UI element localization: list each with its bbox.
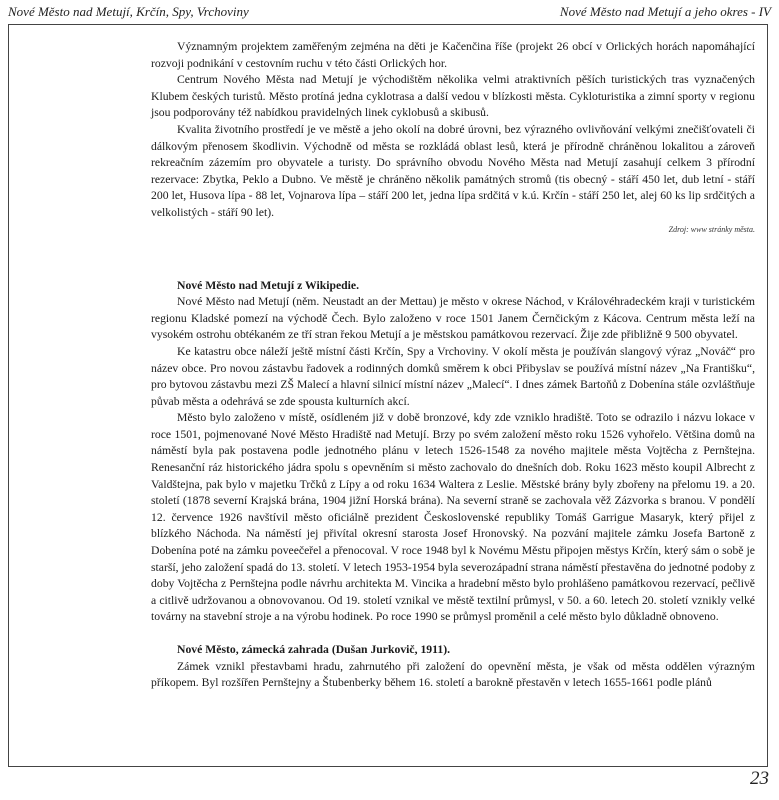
page-frame [8,24,768,767]
wikipedia-paragraph-2: Ke katastru obce náleží ještě místní části Krčín, Spy a Vrchoviny. V okolí města je používán slangový výraz „Nováč“ pro název obce. Pro novou zástavbu řadovek a rodinných domků směrem k obci Přibyslav se používá místní název „Na Františku“, pro bytovou zástavbu mezi ZŠ Malecí a hlavní silnicí místní název „Malecí“. I dnes zámek Bartoňů z Dobenína stále ozvláštňuje půvab města a odehrává se zde spousta kulturních akcí. [151,344,755,408]
page-content [151,39,755,692]
section-spacer [151,236,755,278]
garden-paragraph-1: Zámek vznikl přestavbami hradu, zahrnutého při založení do opevnění města, je však od města oddělen výrazným příkopem. Byl rozšířen Pernštejny a Štubenberky během 16. století a barokně přestavěn v letech 1655-1661 podle plánů [151,659,755,690]
wikipedia-section-title: Nové Město nad Metují z Wikipedie. [177,278,360,292]
wikipedia-paragraph-1: Nové Město nad Metují (něm. Neustadt an der Mettau) je město v okrese Náchod, v Královéhradeckém kraji v turistickém regionu Kladské pomezí na východě Čech. Bylo založeno v roce 1501 Janem Černčickým z Kácova. Centrum města leží na vysokém ostrohu obtékaném ze tří stran řekou Metují a je městskou památkovou rezervací. Žije zde přibližně 9 500 obyvatel. [151,295,755,342]
header-right-title: Nové Město nad Metují a jeho okres - IV [559,4,771,19]
source-note: Zdroj: www stránky města. [668,224,755,234]
section-spacer [151,626,755,642]
header-left-title: Nové Město nad Metují, Krčín, Spy, Vrchoviny [8,4,249,19]
garden-section-title: Nové Město, zámecká zahrada (Dušan Jurkovič, 1911). [177,643,451,656]
page-number: 23 [750,768,769,789]
wikipedia-paragraph-3: Město bylo založeno v místě, osídleném již v době bronzové, kdy zde vzniklo hradiště. Toto se odrazilo i názvu lokace v roce 1501, pojmenované Nové Město Hradiště nad Metují. Brzy po svém založení město roku 1526 vyhořelo. Většina domů na náměstí byla pak postavena podle jednotného plánu v letech 1526-1548 za nového majitele města Vojtěcha z Pernštejna. Renesanční ráz historického jádra spolu s opevněním si město zachovalo do dnešních dob. Roku 1623 město koupil Albrecht z Valdštejna, pak bylo v majetku Trčků z Lípy a od roku 1634 Waltera z Leslie. Městské brány byly zbořeny na přelomu 19. a 20. století (1878 severní Krajská brána, 1904 jižní Horská brána). Na severní straně se zachovala věž Zázvorka s branou. V pondělí 12. července 1926 navštívil město oficiálně prezident Československé republiky Tomáš Garrigue Masaryk, který přijel z blízkého Náchoda. Na náměstí jej přivítal okresní starosta Josef Hronovský. Na pozvání majitele zámku Josefa Bartoně z Dobenína poté na zámku poveečeřel a přenocoval. V roce 1948 byl k Novému Městu připojen městys Krčín, který sám o sobě je starší, jeho založení spadá do 13. století. V letech 1953-1954 byla severozápadní strana náměstí přestavěna do jednotné podoby z doby Vojtěcha z Pernštejna podle návrhu architekta M. Vincika a hradební město bylo prohlášeno památkovou rezervací, pečlivě a citlivě udržovanou a obnovovanou. Od 19. století vznikal ve městě textilní průmysl, v 50. a 60. letech 20. století vznikly velké továrny na stavební stroje a na výrobu hodinek. Po roce 1990 se průmysl proměnil a celé město bylo důkladně obnoveno. [151,411,755,624]
intro-paragraph-1: Významným projektem zaměřeným zejména na děti je Kačenčina říše (projekt 26 obcí v Orlických horách napomáhající rozvoji podnikání v cestovním ruchu v této části Orlických hor. [151,40,755,70]
intro-paragraph-3: Kvalita životního prostředí je ve městě a jeho okolí na dobré úrovni, bez výrazného ovlivňování velkými znečišťovateli či dálkovým přenosem škodlivin. Východně od města se rozkládá oblast lesů, která je přírodně chráněnou lokalitou a zároveň rekreačním zázemím pro obyvatele a turisty. Do správního obvodu Nového Města nad Metují zasahují celkem 3 přírodní rezervace: Zbytka, Peklo a Dubno. Ve městě je chráněno několik památných stromů (tis obecný - stáří 450 let, dub letní - stáří 200 let, Husova lípa - 88 let, Vojnarova lípa – stáří 200 let, jedna lípa srdčitá v k.ú. Krčín - stáří 250 let, alej 60 ks lip srdčitých a velkolistých - stáří 90 let). [151,122,755,219]
intro-paragraph-2: Centrum Nového Města nad Metují je východištěm několika velmi atraktivních pěších turistických tras vyznačených Klubem českých turistů. Město protíná jedna cyklotrasa a další vedou v blízkosti města. Cykloturistika a zimní sporty v regionu jsou podporovány též nabídkou pravidelných linek cyklobusů a skibusů. [151,73,755,120]
running-header [8,4,771,22]
